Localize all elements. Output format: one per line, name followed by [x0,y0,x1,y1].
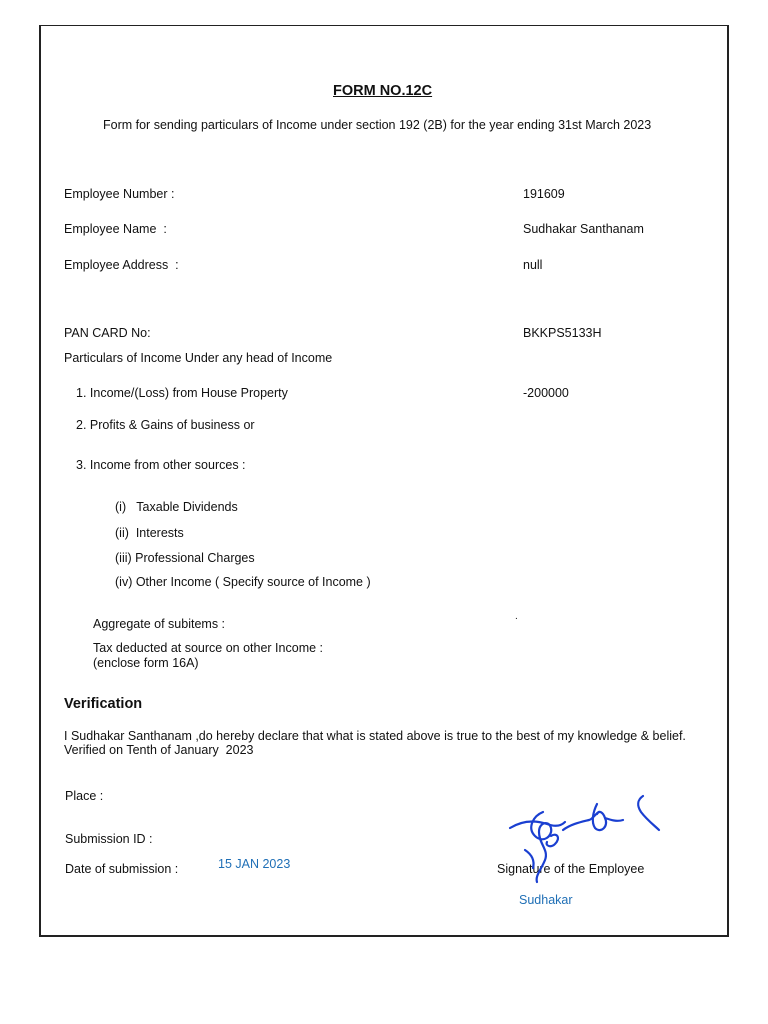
professional-charges-label: (iii) Professional Charges [115,551,255,565]
handwritten-signature [505,790,665,890]
employee-address-value: null [523,258,543,272]
profits-gains-business-label: 2. Profits & Gains of business or [76,418,255,432]
pan-card-label: PAN CARD No: [64,326,151,340]
income-house-property-label: 1. Income/(Loss) from House Property [76,386,288,400]
verification-heading: Verification [64,696,143,712]
stray-dot: . [515,611,518,622]
employee-number-value: 191609 [523,187,565,201]
tds-label-line1: Tax deducted at source on other Income : [93,641,323,655]
income-other-sources-label: 3. Income from other sources : [76,458,246,472]
place-label: Place : [65,789,104,803]
aggregate-subitems-label: Aggregate of subitems : [93,617,226,631]
employee-name-value: Sudhakar Santhanam [523,222,644,236]
date-of-submission-value: 15 JAN 2023 [218,857,291,871]
income-house-property-value: -200000 [523,386,569,400]
employee-number-label: Employee Number : [64,187,175,201]
employee-name-label: Employee Name : [64,222,167,236]
other-income-label: (iv) Other Income ( Specify source of Income ) [115,575,371,589]
pan-card-value: BKKPS5133H [523,326,602,340]
date-of-submission-label: Date of submission : [65,862,179,876]
declaration-line2: Verified on Tenth of January 2023 [64,743,254,757]
declaration-line1: I Sudhakar Santhanam ,do hereby declare that what is stated above is true to the best of my knowledge & belief. [64,729,686,743]
interests-label: (ii) Interests [115,526,184,540]
signature-name: Sudhakar [519,893,573,907]
particulars-heading: Particulars of Income Under any head of Income [64,351,333,365]
signature-label: Signature of the Employee [497,862,645,876]
tds-label-line2: (enclose form 16A) [93,656,199,670]
form-subtitle: Form for sending particulars of Income under section 192 (2B) for the year ending 31st March 2023 [103,118,652,132]
employee-address-label: Employee Address : [64,258,179,272]
taxable-dividends-label: (i) Taxable Dividends [115,500,238,514]
form-title: FORM NO.12C [333,83,433,99]
submission-id-label: Submission ID : [65,832,153,846]
